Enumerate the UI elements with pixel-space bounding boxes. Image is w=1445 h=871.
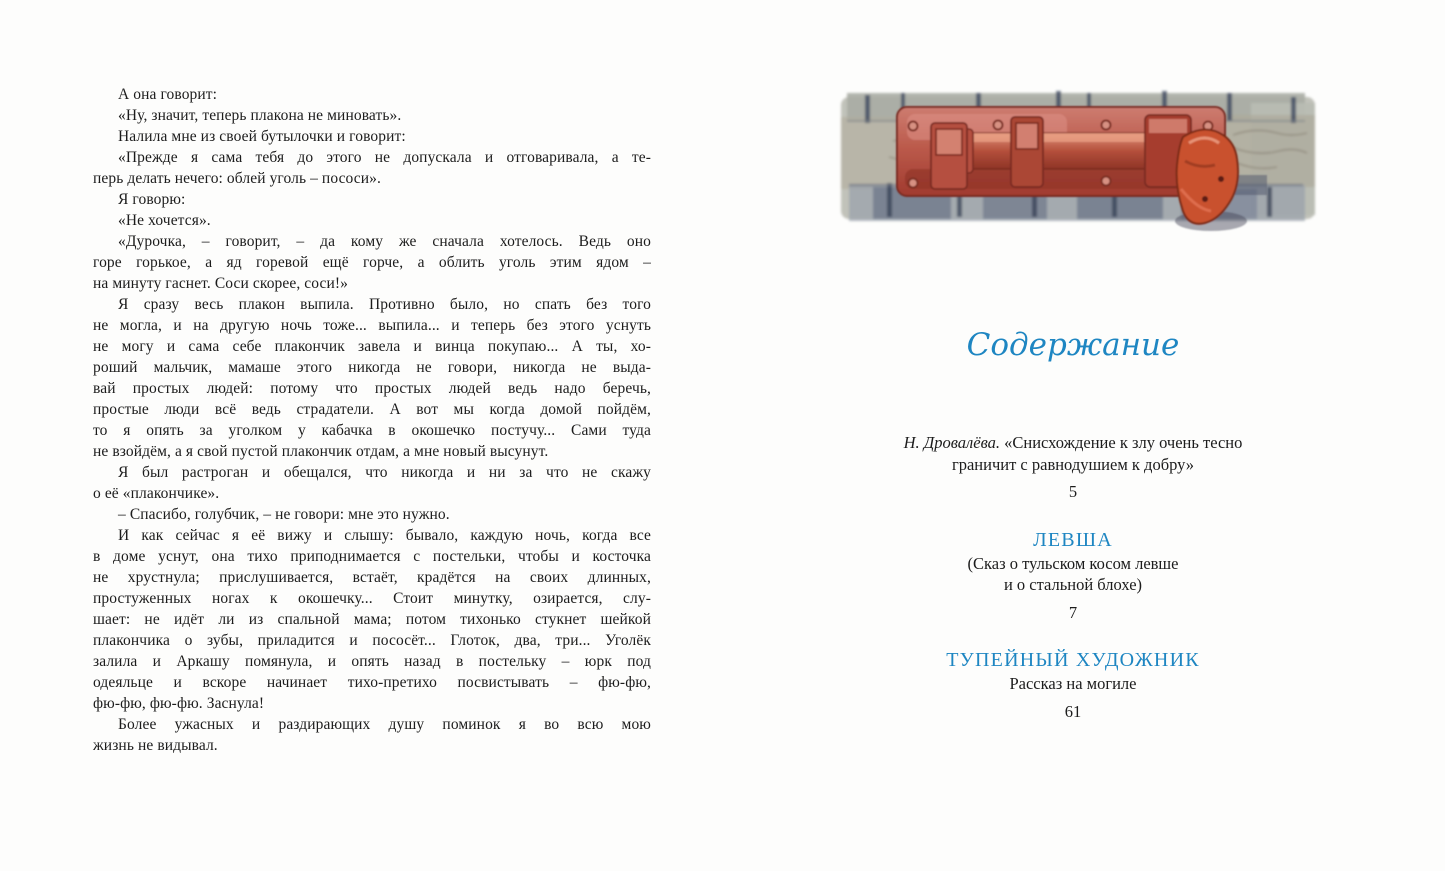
toc-entry-subtitle-line: Рассказ на могиле (1009, 674, 1137, 693)
text-line: одеяльце и вскоре начинает тихо-претихо посвистывать – фю-фю, (93, 674, 651, 691)
text-line: горе горькое, а яд горевой ещё горче, а облить уголь этим ядом – (93, 254, 651, 271)
text-line: И как сейчас я её вижу и слышу: бывало, каждую ночь, когда все (118, 527, 651, 544)
text-line: залила и Аркашу помянула, и опять назад в постельку – юрк под (93, 653, 651, 670)
toc-entry-author: Н. Дровалёва. (903, 433, 1000, 452)
text-line: простуженных ногах к окошечку... Стоит минутку, озирается, слу- (93, 590, 651, 607)
text-line: шает: не идёт ли из спальной мама; потом тихонько стукнет шейкой (93, 611, 651, 628)
toc-title: Содержание (966, 327, 1180, 363)
door-bolt-illustration (833, 81, 1323, 239)
toc-entry-subtitle-line: граничит с равнодушием к добру» (951, 454, 1195, 474)
text-line: Я говорю: (118, 191, 186, 208)
text-line: Я сразу весь плакон выпила. Противно было, но спать без того (118, 296, 651, 313)
toc-entry-page-number: 7 (1068, 602, 1078, 622)
text-line: А она говорит: (118, 86, 218, 103)
text-line: «Прежде я сама тебя до этого не допускала и отговаривала, а те- (118, 149, 651, 166)
toc-entry-subtitle-line: (Сказ о тульском косом левше (967, 553, 1179, 573)
toc-entry-page-number: 61 (1064, 701, 1082, 721)
text-line: плакончика о зубы, приладится и пососёт... Глоток, два, три... Уголёк (93, 632, 651, 649)
text-line: перь делать нечего: облей уголь – пососи». (93, 170, 381, 187)
toc-entry-title: ЛЕВША (1033, 528, 1113, 551)
text-line: Налила мне из своей бутылочки и говорит: (118, 128, 406, 145)
text-line: в доме уснут, она тихо приподнимается с постельки, чтобы и косточка (93, 548, 651, 565)
text-line: Я был растроган и обещался, что никогда и ни за что не скажу (118, 464, 651, 481)
text-line: «Не хочется». (118, 212, 211, 229)
text-line: не могу и сама себе плакончик завела и винца покупаю... А ты, хо- (93, 338, 651, 355)
story-text (93, 84, 651, 756)
text-line: «Дурочка, – говорит, – да кому же сначала хотелось. Ведь оно (118, 233, 651, 250)
text-line: не хрустнула; прислушивается, встаёт, крадётся на своих длинных, (93, 569, 651, 586)
toc-entry (838, 647, 1308, 722)
text-line: «Ну, значит, теперь плакона не миновать». (118, 107, 402, 124)
toc-entry-title: ТУПЕЙНЫЙ ХУДОЖНИК (946, 649, 1200, 671)
toc-entry-subtitle-line: и о стальной блохе) (1003, 575, 1143, 594)
toc-entry (838, 527, 1308, 624)
text-line: роший мальчик, мамаше этого никогда не говори, никогда не выда- (93, 359, 651, 376)
text-line: фю-фю, фю-фю. Заснула! (93, 695, 265, 712)
text-line: Более ужасных и раздирающих душу поминок я во всю мою (118, 716, 651, 733)
text-line: – Спасибо, голубчик, – не говори: мне это нужно. (118, 506, 450, 523)
text-line: на минуту гаснет. Соси скорее, соси!» (93, 275, 348, 292)
text-line: не взойдём, а я свой пустой плакончик отдам, а мне новый высунут. (93, 443, 549, 460)
text-line: не могла, и на другую ночь тоже... выпила... и теперь без этого уснуть (93, 317, 651, 334)
toc-entry-subtitle-line: Н. Дровалёва. «Снисхождение к злу очень тесно (903, 433, 1243, 452)
text-line: простые люди всё ведь страдатели. А вот мы когда домой пойдём, (93, 401, 651, 418)
toc-entry (838, 432, 1308, 503)
text-line: то я опять за уголком у кабачка в окошечко постучу... Сами туда (93, 422, 651, 439)
text-line: жизнь не видывал. (93, 737, 218, 754)
text-line: вай простых людей: потому что простых людей ведь надо беречь, (93, 380, 651, 397)
toc-entries (838, 432, 1308, 746)
toc-entry-page-number: 5 (1068, 482, 1078, 501)
text-line: о её «плакончике». (93, 485, 220, 502)
